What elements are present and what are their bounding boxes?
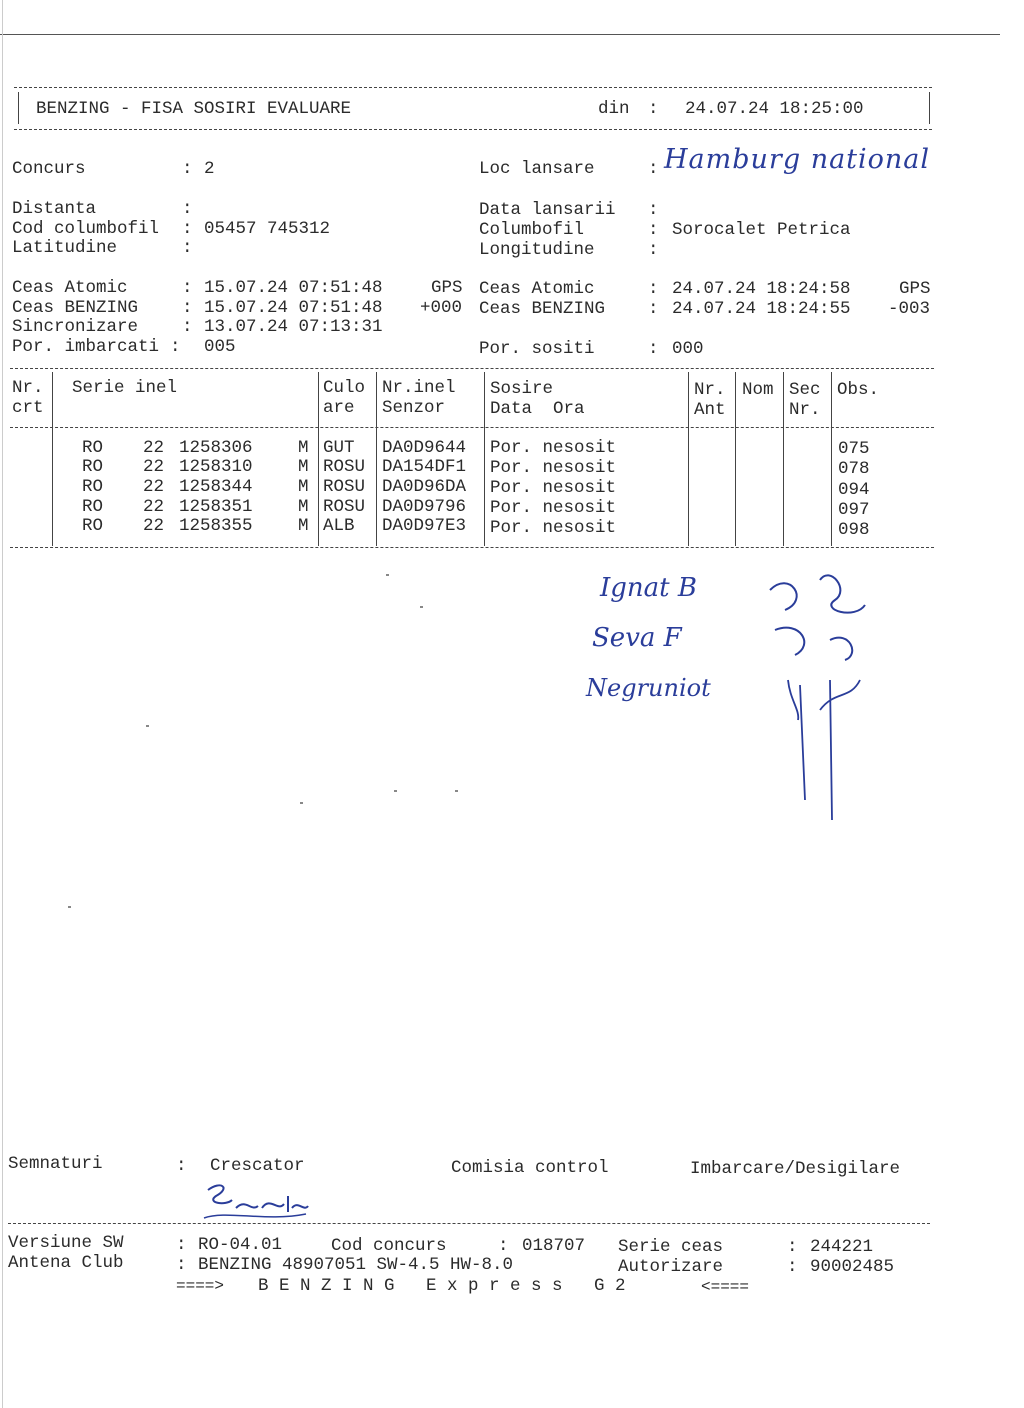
col-divider: [783, 372, 784, 546]
handwritten-note: Negruniot: [586, 674, 711, 702]
date-label: din: [598, 99, 630, 119]
right-clock-value: 24.07.24 18:24:58: [672, 279, 851, 299]
colon: :: [648, 200, 659, 220]
colon: :: [182, 238, 193, 258]
left-clock-extra: +000: [420, 298, 463, 318]
autorizare-label: Autorizare: [618, 1257, 724, 1277]
header-nr-crt: crt: [12, 398, 44, 418]
autorizare-value: 90002485: [810, 1257, 895, 1277]
color: ROSU: [323, 497, 366, 517]
serie-ceas-label: Serie ceas: [618, 1237, 724, 1257]
colon: :: [787, 1237, 798, 1257]
banner-text: B E N Z I N G E x p r e s s G 2: [258, 1276, 626, 1296]
sex: M: [298, 477, 309, 497]
header-nr-ant: Nr.: [694, 380, 726, 400]
left-clock-value: 15.07.24 07:51:48: [204, 278, 383, 298]
scan-speck: [386, 574, 389, 576]
scan-speck: [420, 606, 423, 608]
colon: :: [176, 1255, 187, 1275]
table-header-border: [10, 427, 934, 428]
columbofil-value: Sorocalet Petrica: [672, 220, 851, 240]
ring-year: 22: [143, 516, 165, 536]
header-obs: Obs.: [837, 380, 880, 400]
left-clock-value: 15.07.24 07:51:48: [204, 298, 383, 318]
longitudine-label: Longitudine: [479, 240, 595, 260]
columbofil-label: Columbofil: [479, 220, 585, 240]
arrival: Por. nesosit: [490, 438, 617, 458]
left-clock-value: 005: [204, 337, 236, 357]
arrival: Por. nesosit: [490, 518, 617, 538]
color: GUT: [323, 438, 355, 458]
data-lansarii-label: Data lansarii: [479, 200, 616, 220]
colon: :: [176, 1235, 187, 1255]
ring-year: 22: [143, 497, 165, 517]
color: ROSU: [323, 477, 366, 497]
colon: :: [498, 1236, 509, 1256]
colon: :: [787, 1257, 798, 1277]
date-colon: :: [648, 99, 659, 119]
header-bottom-border: [14, 129, 932, 130]
handwritten-signature: [760, 560, 880, 830]
obs: 097: [838, 500, 870, 520]
table-bottom-border: [10, 547, 934, 548]
distanta-label: Distanta: [12, 199, 97, 219]
right-clock-label: Por. sositi: [479, 339, 595, 359]
sex: M: [298, 438, 309, 458]
colon: :: [182, 159, 193, 179]
handwritten-note: Seva F: [592, 623, 682, 653]
col-divider: [376, 372, 377, 546]
scan-speck: [300, 802, 303, 804]
sex: M: [298, 457, 309, 477]
latitudine-label: Latitudine: [12, 238, 118, 258]
banner-right: <====: [701, 1278, 750, 1296]
colon: :: [182, 298, 193, 318]
sex: M: [298, 516, 309, 536]
concurs-value: 2: [204, 159, 215, 179]
sensor: DA0D9644: [382, 438, 467, 458]
sensor: DA154DF1: [382, 457, 467, 477]
header-sec: Nr.: [789, 400, 821, 420]
colon: :: [648, 159, 659, 179]
header-nr-inel: Senzor: [382, 398, 446, 418]
obs: 078: [838, 459, 870, 479]
colon: :: [648, 240, 659, 260]
ring-number: 1258344: [179, 477, 253, 497]
color: ALB: [323, 516, 355, 536]
colon: :: [182, 199, 193, 219]
banner-left: ====>: [176, 1277, 225, 1295]
header-culoare: Culo: [323, 378, 366, 398]
right-clock-value: 24.07.24 18:24:55: [672, 299, 851, 319]
right-clock-extra: GPS: [899, 279, 931, 299]
sensor: DA0D97E3: [382, 516, 467, 536]
header-left-border: [18, 92, 19, 124]
loc-lansare-handwritten: Hamburg national: [664, 144, 931, 175]
antena-value: BENZING 48907051 SW-4.5 HW-8.0: [198, 1255, 514, 1275]
ring-year: 22: [143, 457, 165, 477]
signature-divider: [8, 1223, 930, 1224]
header-nr-inel: Nr.inel: [382, 378, 456, 398]
ring-country: RO: [82, 516, 104, 536]
color: ROSU: [323, 457, 366, 477]
cod-columbofil-label: Cod columbofil: [12, 219, 160, 239]
scan-speck: [394, 790, 397, 792]
crescator-signature: [196, 1178, 316, 1228]
col-divider: [735, 372, 736, 546]
left-clock-extra: GPS: [431, 278, 463, 298]
ring-number: 1258306: [179, 438, 253, 458]
col-divider: [831, 372, 832, 546]
left-clock-label: Sincronizare: [12, 317, 139, 337]
cod-concurs-value: 018707: [522, 1236, 586, 1256]
versiune-value: RO-04.01: [198, 1235, 283, 1255]
header-sosire: Sosire: [490, 379, 554, 399]
arrival: Por. nesosit: [490, 478, 617, 498]
right-clock-label: Ceas BENZING: [479, 299, 606, 319]
scan-speck: [146, 725, 149, 727]
ring-year: 22: [143, 477, 165, 497]
obs: 098: [838, 520, 870, 540]
loc-lansare-label: Loc lansare: [479, 159, 595, 179]
colon: :: [176, 1156, 187, 1176]
colon: :: [182, 317, 193, 337]
header-nr-crt: Nr.: [12, 378, 44, 398]
right-clock-extra: -003: [888, 299, 931, 319]
col-divider: [688, 372, 689, 546]
arrival: Por. nesosit: [490, 498, 617, 518]
versiune-label: Versiune SW: [8, 1233, 124, 1253]
ring-country: RO: [82, 477, 104, 497]
scan-top-edge: [0, 34, 1000, 35]
concurs-label: Concurs: [12, 159, 86, 179]
header-nr-ant: Ant: [694, 400, 726, 420]
date-value: 24.07.24 18:25:00: [685, 99, 864, 119]
sensor: DA0D9796: [382, 497, 467, 517]
header-sec: Sec: [789, 380, 821, 400]
header-nom: Nom: [742, 380, 774, 400]
ring-country: RO: [82, 457, 104, 477]
cod-concurs-label: Cod concurs: [331, 1236, 447, 1256]
right-clock-value: 000: [672, 339, 704, 359]
ring-country: RO: [82, 438, 104, 458]
col-divider: [318, 372, 319, 546]
header-culoare: are: [323, 398, 355, 418]
semnaturi-label: Semnaturi: [8, 1154, 103, 1174]
scan-speck: [455, 790, 458, 792]
arrival: Por. nesosit: [490, 458, 617, 478]
scan-left-edge: [2, 0, 3, 1408]
right-clock-label: Ceas Atomic: [479, 279, 595, 299]
ring-year: 22: [143, 438, 165, 458]
colon: :: [648, 339, 659, 359]
header-right-border: [929, 92, 930, 124]
header-sosire: Data Ora: [490, 399, 585, 419]
ring-number: 1258310: [179, 457, 253, 477]
sex: M: [298, 497, 309, 517]
table-top-border: [10, 368, 934, 369]
sensor: DA0D96DA: [382, 477, 467, 497]
header-serie-inel: Serie inel: [72, 378, 178, 398]
crescator-label: Crescator: [210, 1156, 305, 1176]
colon: :: [648, 220, 659, 240]
left-clock-label: Ceas Atomic: [12, 278, 128, 298]
handwritten-note: Ignat B: [600, 573, 697, 603]
obs: 075: [838, 439, 870, 459]
comisia-label: Comisia control: [451, 1158, 609, 1178]
obs: 094: [838, 480, 870, 500]
left-clock-label: Ceas BENZING: [12, 298, 139, 318]
colon: :: [648, 279, 659, 299]
colon: :: [182, 278, 193, 298]
col-divider: [52, 372, 53, 546]
antena-label: Antena Club: [8, 1253, 124, 1273]
serie-ceas-value: 244221: [810, 1237, 874, 1257]
ring-number: 1258355: [179, 516, 253, 536]
report-title: BENZING - FISA SOSIRI EVALUARE: [36, 99, 352, 119]
imbarcare-label: Imbarcare/Desigilare: [690, 1159, 901, 1179]
ring-country: RO: [82, 497, 104, 517]
col-divider: [484, 372, 485, 546]
left-clock-value: 13.07.24 07:13:31: [204, 317, 383, 337]
scan-speck: [68, 906, 71, 908]
colon: :: [170, 337, 181, 357]
header-top-border: [14, 87, 932, 88]
left-clock-label: Por. imbarcati: [12, 337, 160, 357]
ring-number: 1258351: [179, 497, 253, 517]
colon: :: [648, 299, 659, 319]
cod-columbofil-value: 05457 745312: [204, 219, 331, 239]
colon: :: [182, 219, 193, 239]
